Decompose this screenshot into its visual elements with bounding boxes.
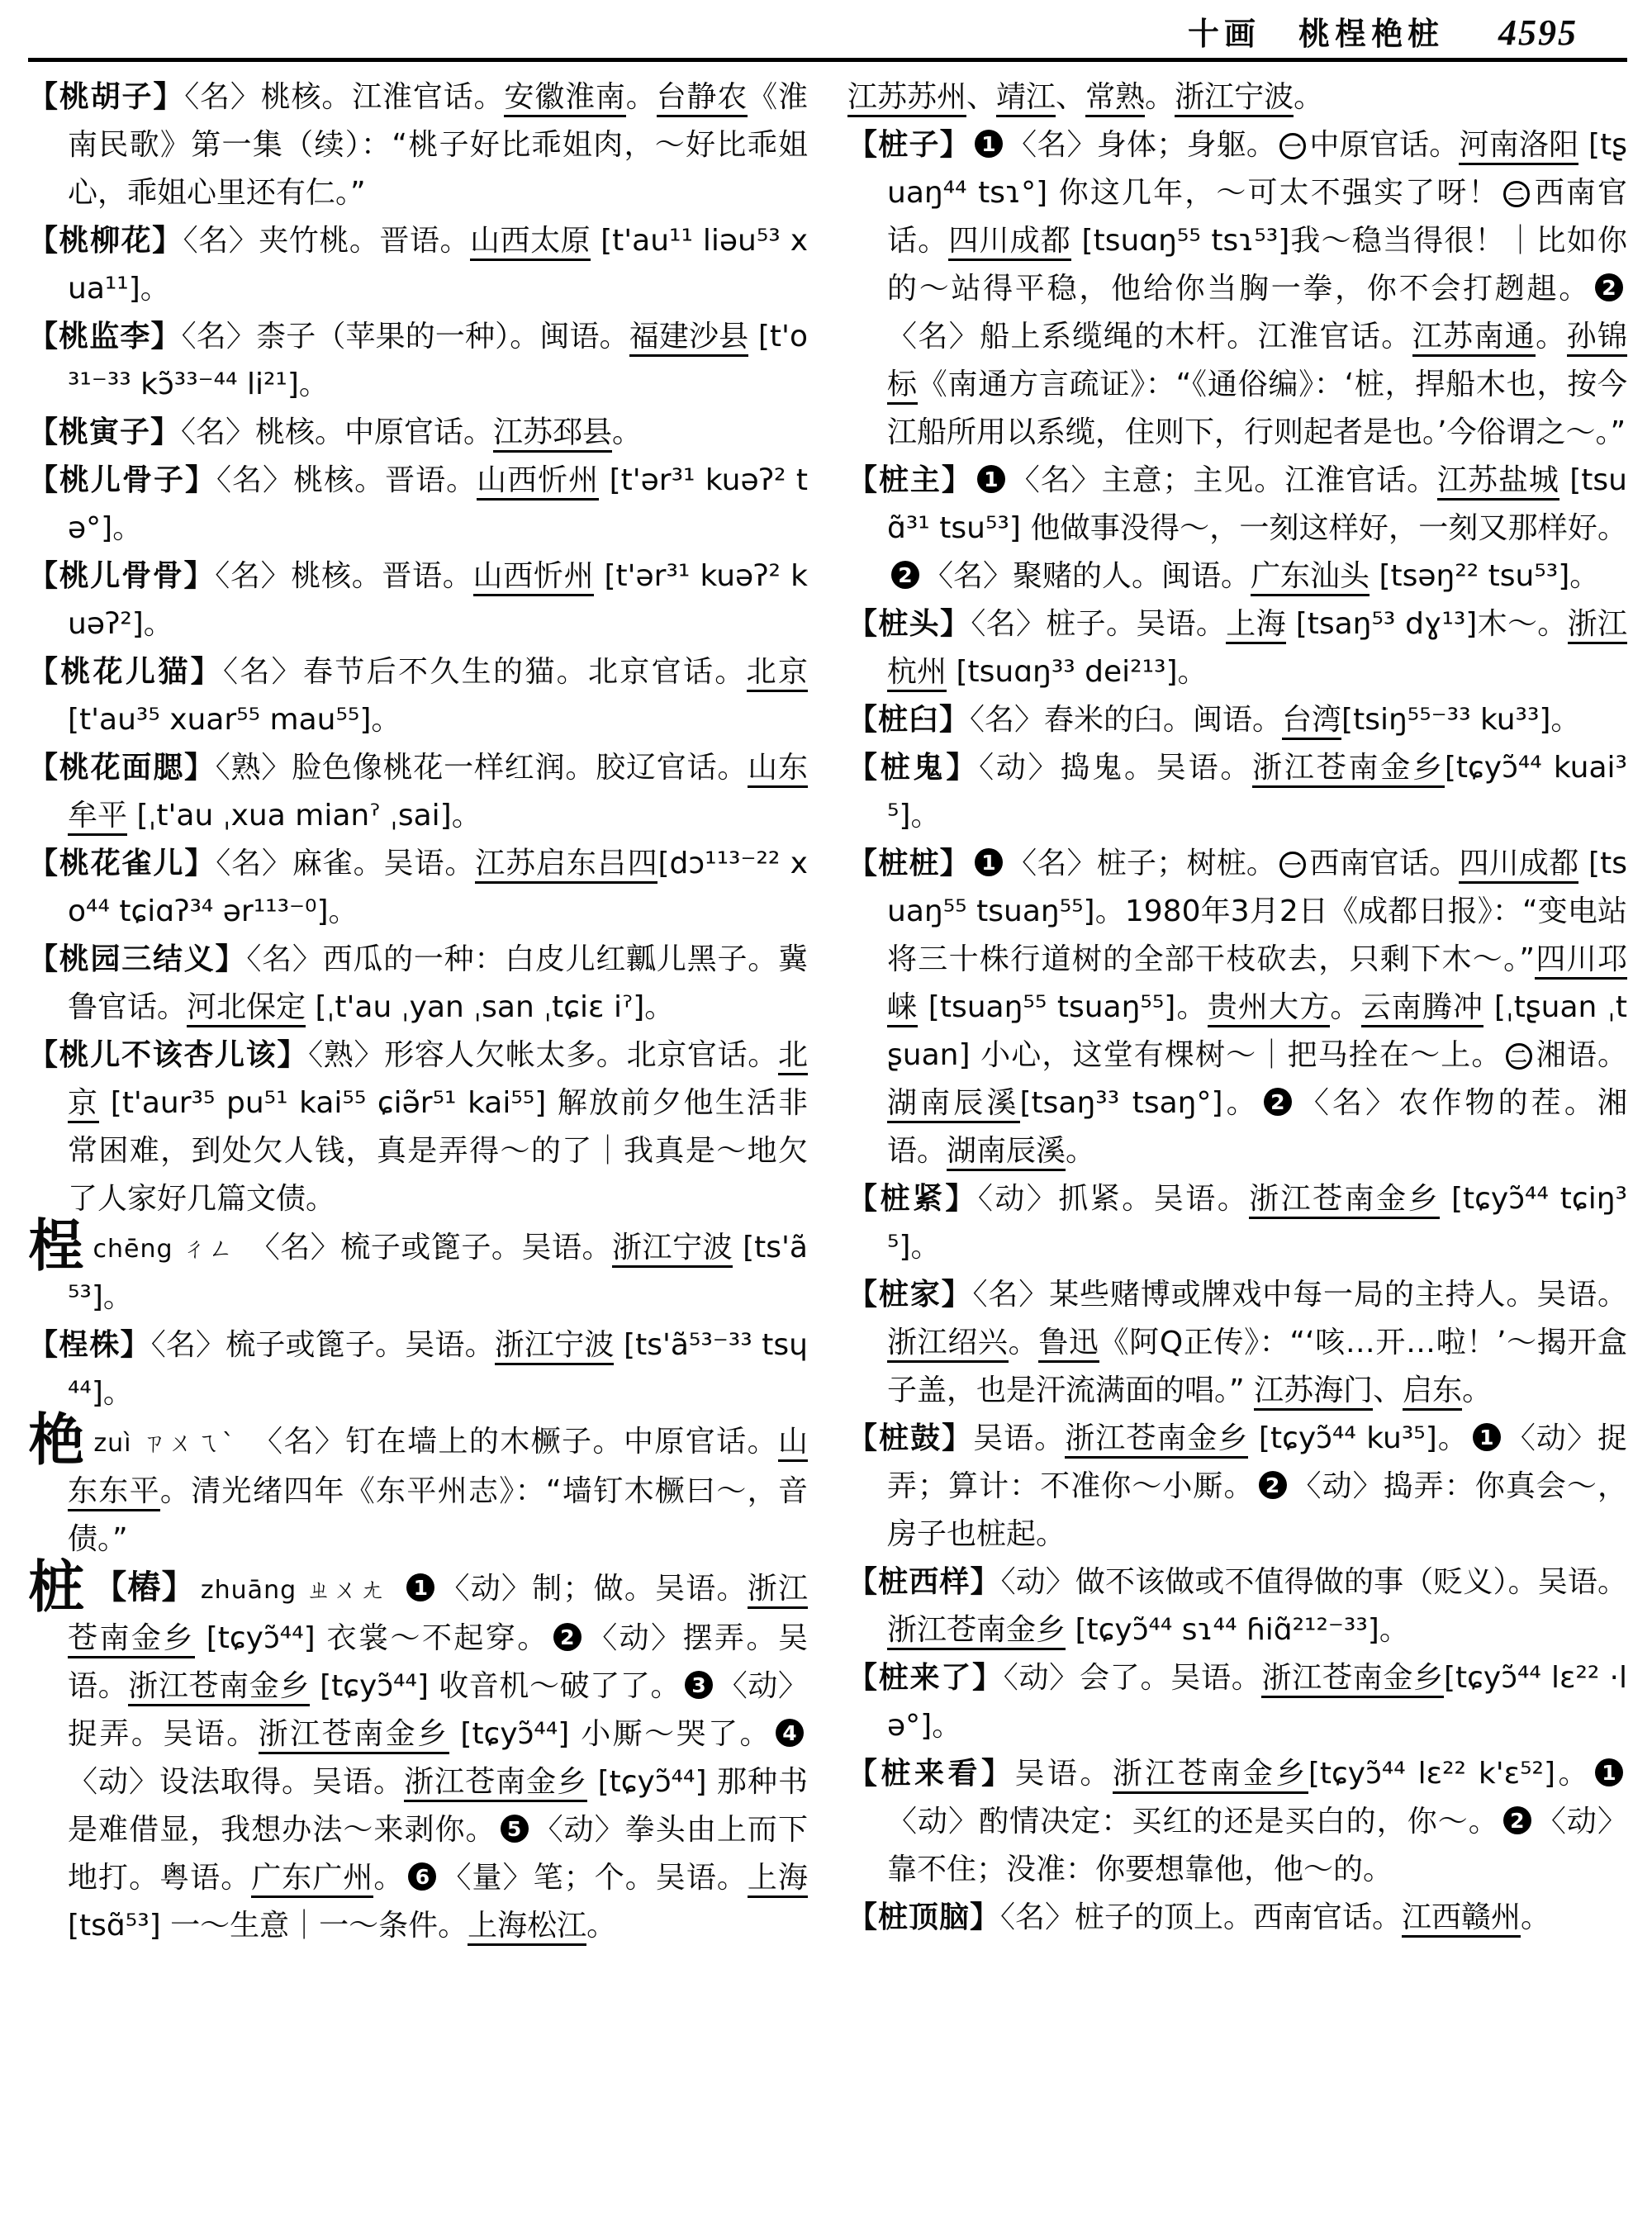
definition-text: [tsuɑŋ⁵⁵ tsɿ⁵³]我～稳当得很！｜比如你的～站得平稳，他给你当胸一拳，你不会打趔趄。: [887, 224, 1627, 306]
dictionary-entry: [28, 409, 808, 457]
place-name: 浙江苍南金乡: [68, 1572, 808, 1658]
definition-text: 〈动〉摆弄。吴语。: [68, 1621, 808, 1703]
sense-number-badge: 1: [975, 130, 1003, 158]
definition-text: 吴语。: [1014, 1757, 1113, 1791]
header-headword-chars: 桃桯栬桩: [1298, 16, 1444, 52]
definition-text: 〈量〉笔；个。吴语。: [440, 1861, 748, 1895]
place-name: 湖南辰溪: [947, 1134, 1066, 1171]
definition-text: [tsuɑŋ³³ dei²¹³]。: [947, 655, 1208, 689]
place-name: 湖南辰溪: [887, 1086, 1020, 1123]
pronunciation: zhuāng ㄓㄨㄤ: [200, 1576, 396, 1605]
place-name: 浙江苍南金乡: [1065, 1421, 1248, 1459]
definition-text: [tsaŋ³³ tsaŋ°]。: [1019, 1086, 1260, 1120]
entry-headword: 【桩来了】: [847, 1661, 1004, 1695]
entry-headword: 【桩主】: [847, 463, 973, 497]
definition-text: 。: [612, 415, 643, 449]
definition-text: 。: [625, 80, 657, 114]
definition-text: [tʂuaŋ⁴⁴ tsɿ°] 你这几年，～可太不强实了呀！: [887, 128, 1627, 210]
dictionary-entry: [847, 1271, 1627, 1415]
definition-text: 〈动〉捣弄：你真会～，房子也桩起。: [887, 1469, 1627, 1551]
place-name: 孙锦标: [887, 320, 1627, 405]
definition-text: [tɕyɔ̃⁴⁴ ku³⁵]。: [1248, 1421, 1469, 1455]
definition-text: 《阿Q正传》：“‘咳…开…啦！’～揭开盒子盖，也是汗流满面的唱。”: [887, 1326, 1627, 1407]
place-name: 北京: [747, 655, 808, 692]
definition-text: 〈动〉捣鬼。吴语。: [979, 751, 1253, 785]
place-name: 山东牟平: [68, 751, 808, 836]
place-name: 贵州大方: [1208, 990, 1331, 1027]
place-name: 安徽淮南: [504, 80, 625, 117]
place-name: 江苏海门: [1254, 1374, 1373, 1411]
place-name: 江苏南通: [1412, 320, 1536, 357]
place-name: 江苏苏州: [847, 80, 966, 117]
place-name: 鲁迅: [1038, 1326, 1099, 1363]
definition-text: 〈名〉桩子；树桩。: [1006, 847, 1277, 880]
definition-text: 〈名〉春节后不久生的猫。北京官话。: [223, 655, 747, 689]
place-name: 靖江: [996, 80, 1056, 117]
dictionary-entry: [847, 74, 1627, 121]
definition-text: [ˌtʂuan ˌtʂuan] 小心，这堂有棵树～｜把马拴在～上。: [887, 990, 1627, 1072]
dictionary-entry: [847, 696, 1627, 744]
definition-text: [tsaŋ⁵³ dɣ¹³]木～。: [1285, 607, 1568, 641]
pronunciation: zuì ㄗㄨㄟˋ: [93, 1429, 247, 1458]
definition-text: 〈名〉身体；身躯。: [1006, 128, 1277, 162]
dictionary-entry: [28, 313, 808, 409]
entry-headchar: 桯: [28, 1214, 85, 1279]
definition-text: 〈名〉某些赌博或牌戏中每一局的主持人。吴语。: [972, 1278, 1627, 1312]
sense-number-badge: 3: [685, 1671, 713, 1699]
entry-headword: 【桃胡子】: [28, 80, 185, 114]
definition-text: [tɕyɔ̃⁴⁴] 收音机～破了了。: [310, 1669, 681, 1703]
sense-number-badge: 2: [1595, 273, 1623, 301]
definition-text: [tɕyɔ̃⁴⁴] 那种书是难借显，我想办法～来剥你。: [68, 1765, 808, 1847]
definition-text: [t'ər³¹ kuəʔ² kuəʔ²]。: [68, 559, 808, 641]
place-name: 福建沙县: [629, 320, 749, 357]
dictionary-entry: [28, 1032, 808, 1223]
entry-headword: 【桩臼】: [847, 703, 971, 737]
definition-text: 。: [1145, 80, 1175, 114]
definition-text: 《淮南民歌》第一集（续）：“桃子好比乖姐肉，～好比乖姐心，乖姐心里还有仁。”: [68, 80, 808, 210]
place-name: 浙江宁波: [612, 1231, 733, 1268]
dictionary-entry: [847, 1559, 1627, 1654]
definition-text: 。: [1330, 990, 1361, 1024]
text-columns: [28, 74, 1627, 1950]
place-name: 浙江苍南金乡: [1249, 1182, 1440, 1219]
headchar-variant: 【樁】: [93, 1568, 196, 1606]
entry-headchar: 栬: [28, 1408, 86, 1473]
definition-text: 〈名〉船上系缆绳的木杆。江淮官话。: [887, 320, 1412, 353]
definition-text: [ts'ã⁵³]。: [68, 1231, 808, 1314]
dictionary-entry: [847, 457, 1627, 600]
definition-text: 〈名〉夹竹桃。晋语。: [183, 224, 470, 258]
header-divider: [28, 58, 1627, 62]
dictionary-entry: [28, 457, 808, 553]
place-name: 北京: [68, 1038, 808, 1123]
place-name: 山西忻州: [473, 559, 595, 596]
place-name: 四川成都: [1459, 847, 1578, 884]
definition-text: 〈名〉桃核。中原官话。: [181, 415, 494, 449]
definition-text: 〈名〉主意；主见。江淮官话。: [1009, 463, 1438, 497]
sense-number-badge: 2: [891, 561, 919, 589]
definition-text: 、: [966, 80, 997, 114]
place-name: 台静农: [657, 80, 748, 117]
sense-number-badge: 2: [553, 1623, 582, 1651]
definition-text: 、: [1373, 1374, 1403, 1407]
entry-headword: 【桩桩】: [847, 847, 971, 880]
entry-headchar: 桩: [28, 1555, 86, 1620]
definition-text: [t'ər³¹ kuəʔ² tə°]。: [68, 463, 808, 545]
entry-headword: 【桩子】: [847, 128, 971, 162]
definition-text: 。: [1008, 1326, 1039, 1359]
entry-headword: 【桯株】: [28, 1328, 151, 1362]
dictionary-entry: [28, 1555, 808, 1950]
place-name: 河北保定: [187, 990, 306, 1027]
place-name: 浙江绍兴: [887, 1326, 1009, 1363]
sense-number-badge: 1: [1473, 1423, 1501, 1451]
sense-number-badge: 4: [776, 1719, 804, 1747]
place-name: 广东汕头: [1251, 559, 1370, 596]
definition-text: 〈名〉桃核。江淮官话。: [184, 80, 505, 114]
entry-headword: 【桃儿不该杏儿该】: [28, 1038, 309, 1072]
dictionary-entry: [847, 1654, 1627, 1750]
entry-headword: 【桩西样】: [847, 1565, 1001, 1599]
sense-number-badge: 2: [1503, 1806, 1531, 1834]
place-name: 江西赣州: [1402, 1900, 1521, 1938]
definition-text: 〈动〉拳头由上而下地打。粤语。: [68, 1813, 808, 1895]
sense-number-badge: 6: [408, 1862, 436, 1891]
page-number: 4595: [1498, 12, 1578, 53]
definition-text: 〈名〉梳子或篦子。吴语。: [150, 1328, 495, 1362]
definition-text: [tɕyɔ̃⁴⁴ lɛ²² k'ɛ⁵²]。: [1308, 1757, 1591, 1791]
definition-text: [tsəŋ²² tsu⁵³]。: [1370, 559, 1600, 593]
dictionary-entry: [847, 1415, 1627, 1559]
definition-text: 〈动〉设法取得。吴语。: [68, 1765, 405, 1799]
right-column: [847, 74, 1627, 1950]
definition-text: 〈名〉农作物的茬。湘语。: [887, 1086, 1627, 1168]
definition-text: 。: [586, 1909, 617, 1943]
place-name: 浙江苍南金乡: [259, 1717, 449, 1754]
definition-text: [tɕyɔ̃⁴⁴ tɕiŋ³⁵]。: [887, 1182, 1627, 1264]
definition-text: 〈名〉桩子的顶上。西南官话。: [1000, 1900, 1403, 1934]
definition-text: [tɕyɔ̃⁴⁴] 小厮～哭了。: [449, 1717, 771, 1751]
place-name: 河南洛阳: [1459, 128, 1578, 165]
definition-text: [ˌt'au ˌyan ˌsan ˌtɕiɛ iˀ]。: [306, 990, 675, 1024]
sense-number-badge: 1: [977, 465, 1005, 493]
definition-text: 〈名〉钉在墙上的木橛子。中原官话。: [253, 1425, 778, 1459]
definition-text: [t'au¹¹ liəu⁵³ xua¹¹]。: [68, 224, 808, 306]
place-name: 浙江宁波: [495, 1328, 615, 1365]
definition-text: 〈名〉桃核。晋语。: [215, 559, 473, 593]
entry-headword: 【桃花雀儿】: [28, 847, 216, 880]
dictionary-entry: [28, 1408, 808, 1563]
definition-text: [tɕyɔ̃⁴⁴ sɿ⁴⁴ ɦiɑ̃²¹²⁻³³]。: [1066, 1613, 1409, 1647]
entry-headword: 【桃花面腮】: [28, 751, 216, 785]
dictionary-entry: [28, 1214, 808, 1321]
subsense-number-badge: 二: [1503, 181, 1530, 207]
place-name: 上海: [748, 1861, 808, 1898]
dictionary-entry: [28, 553, 808, 648]
definition-text: [ts'ã⁵³⁻³³ tsɥ⁴⁴]。: [68, 1328, 808, 1410]
entry-headword: 【桩顶脑】: [847, 1900, 1001, 1934]
definition-text: [tsiŋ⁵⁵⁻³³ ku³³]。: [1341, 703, 1581, 737]
place-name: 上海: [1226, 607, 1286, 644]
dictionary-entry: [847, 1894, 1627, 1942]
dictionary-entry: [28, 840, 808, 936]
place-name: 江苏邳县: [493, 415, 612, 453]
definition-text: 〈名〉西瓜的一种：白皮儿红瓤儿黑子。冀鲁官话。: [68, 942, 808, 1024]
place-name: 常熟: [1085, 80, 1145, 117]
definition-text: 〈动〉靠不住；没准：你要想靠他，他～的。: [887, 1805, 1627, 1886]
place-name: 启东: [1403, 1374, 1462, 1411]
definition-text: [ˌt'au ˌxua mianˀ ˌsai]。: [127, 799, 482, 833]
definition-text: 〈名〉梳子或篦子。吴语。: [249, 1231, 613, 1264]
definition-text: 吴语。: [973, 1421, 1066, 1455]
place-name: 浙江苍南金乡: [1113, 1757, 1308, 1794]
definition-text: 〈名〉柰子（苹果的一种）。闽语。: [181, 320, 629, 353]
definition-text: 〈名〉麻雀。吴语。: [216, 847, 476, 880]
dictionary-entry: [847, 840, 1627, 1175]
definition-text: [tɕyɔ̃⁴⁴ kuai³⁵]。: [887, 751, 1627, 833]
entry-headword: 【桩家】: [847, 1278, 973, 1312]
place-name: 浙江苍南金乡: [128, 1669, 310, 1706]
definition-text: [tsuɑ̃³¹ tsu⁵³] 他做事没得～，一刻这样好，一刻又那样好。: [887, 463, 1627, 545]
entry-headword: 【桃园三结义】: [28, 942, 247, 976]
subsense-number-badge: 一: [1279, 133, 1306, 159]
definition-text: 〈动〉制；做。吴语。: [439, 1572, 748, 1606]
sense-number-badge: 2: [1259, 1471, 1287, 1499]
definition-text: 湘语。: [1535, 1038, 1627, 1072]
dictionary-entry: [847, 1750, 1627, 1894]
dictionary-entry: [847, 121, 1627, 457]
definition-text: [dɔ¹¹³⁻²² xo⁴⁴ tɕiɑʔ³⁴ ər¹¹³⁻⁰]。: [68, 847, 808, 928]
definition-text: 、: [1056, 80, 1086, 114]
entry-headword: 【桃花儿猫】: [28, 655, 223, 689]
entry-headword: 【桩头】: [847, 607, 971, 641]
place-name: 广东广州: [251, 1861, 373, 1898]
definition-text: [tɕyɔ̃⁴⁴] 衣裳～不起穿。: [194, 1621, 549, 1655]
dictionary-entry: [28, 648, 808, 744]
definition-text: 西南官话。: [887, 176, 1627, 258]
definition-text: 。: [1066, 1134, 1096, 1168]
place-name: 山西忻州: [477, 463, 599, 501]
definition-text: 〈动〉做不该做或不值得做的事（贬义）。吴语。: [1000, 1565, 1627, 1599]
entry-headword: 【桩来看】: [847, 1757, 1015, 1791]
subsense-number-badge: 二: [1506, 1043, 1532, 1070]
dictionary-entry: [847, 600, 1627, 696]
place-name: 四川成都: [948, 224, 1071, 261]
sense-number-badge: 2: [1264, 1088, 1292, 1116]
definition-text: [tsuaŋ⁵⁵ tsuaŋ⁵⁵]。1980年3月2日《成都日报》：“变电站将三十株行道树的全部干枝砍去，只剩下木～。”: [887, 847, 1627, 976]
definition-text: 。清光绪四年《东平州志》：“墙钉木橛曰～，音债。”: [68, 1474, 808, 1556]
dictionary-entry: [28, 744, 808, 840]
definition-text: 〈名〉舂米的臼。闽语。: [970, 703, 1283, 737]
stroke-section-label: 十画: [1187, 16, 1260, 52]
dictionary-entry: [847, 744, 1627, 840]
entry-headword: 【桃柳花】: [28, 224, 183, 258]
definition-text: 〈动〉捉弄。吴语。: [68, 1669, 808, 1751]
definition-text: 〈熟〉脸色像桃花一样红润。胶辽官话。: [215, 751, 748, 785]
definition-text: [tsɑ̃⁵³] 一～生意｜一～条件。: [68, 1909, 468, 1943]
definition-text: 〈动〉酌情决定：买红的还是买白的，你～。: [887, 1805, 1499, 1839]
left-column: [28, 74, 808, 1950]
definition-text: 〈熟〉形容人欠帐太多。北京官话。: [308, 1038, 778, 1072]
place-name: 浙江宁波: [1175, 80, 1294, 117]
definition-text: 。: [1294, 80, 1324, 114]
dictionary-entry: [847, 1175, 1627, 1271]
sense-number-badge: 1: [975, 848, 1003, 876]
definition-text: 〈动〉会了。吴语。: [1003, 1661, 1262, 1695]
place-name: 云南腾冲: [1361, 990, 1484, 1027]
definition-text: 《南通方言疏证》：“《通俗编》：‘桩，捍船木也，按今江船所用以系缆，住则下，行则起者是也。’今俗谓之～。”: [887, 368, 1627, 449]
place-name: 浙江苍南金乡: [404, 1765, 587, 1802]
dictionary-entry: [28, 936, 808, 1032]
dictionary-entry: [28, 217, 808, 313]
definition-text: 〈动〉捉弄；算计：不准你～小厮。: [887, 1421, 1627, 1503]
sense-number-badge: 1: [1595, 1758, 1623, 1786]
definition-text: [tsuaŋ⁵⁵ tsuaŋ⁵⁵]。: [918, 990, 1208, 1024]
sense-number-badge: 5: [501, 1815, 529, 1843]
subsense-number-badge: 一: [1279, 852, 1306, 878]
place-name: 浙江苍南金乡: [887, 1613, 1066, 1650]
dictionary-entry: [28, 1321, 808, 1417]
place-name: 浙江苍南金乡: [1261, 1661, 1443, 1698]
place-name: 江苏盐城: [1437, 463, 1559, 501]
definition-text: [t'o³¹⁻³³ kɔ̃³³⁻⁴⁴ li²¹]。: [68, 320, 808, 401]
definition-text: 。: [1521, 1900, 1551, 1934]
place-name: 浙江苍南金乡: [1252, 751, 1445, 788]
definition-text: 。: [373, 1861, 405, 1895]
definition-text: 中原官话。: [1309, 128, 1460, 162]
entry-headword: 【桃监李】: [28, 320, 182, 353]
definition-text: [t'au³⁵ xuar⁵⁵ mau⁵⁵]。: [68, 703, 401, 737]
definition-text: 。: [1536, 320, 1567, 353]
entry-headword: 【桃寅子】: [28, 415, 182, 449]
dictionary-entry: [28, 74, 808, 217]
sense-number-badge: 1: [406, 1573, 434, 1601]
definition-text: [t'aur³⁵ pu⁵¹ kai⁵⁵ ɕiə̃r⁵¹ kai⁵⁵] 解放前夕他生活非常困难，到处欠人钱，真是弄得～的了｜我真是～地欠了人家好几篇文债。: [68, 1086, 808, 1216]
definition-text: 。: [1462, 1374, 1493, 1407]
definition-text: 西南官话。: [1309, 847, 1460, 880]
definition-text: [tɕyɔ̃⁴⁴ lɛ²² ·lə°]。: [887, 1661, 1627, 1743]
definition-text: 〈名〉桩子。吴语。: [971, 607, 1227, 641]
definition-text: 〈动〉抓紧。吴语。: [977, 1182, 1250, 1216]
place-name: 浙江杭州: [887, 607, 1627, 692]
page-header: [28, 8, 1627, 55]
place-name: 台湾: [1282, 703, 1341, 740]
entry-headword: 【桃儿骨骨】: [28, 559, 216, 593]
entry-headword: 【桃儿骨子】: [28, 463, 217, 497]
pronunciation: chēng ㄔㄥ: [93, 1235, 244, 1264]
definition-text: 〈名〉聚赌的人。闽语。: [923, 559, 1251, 593]
place-name: 江苏启东吕四: [475, 847, 657, 884]
place-name: 山西太原: [470, 224, 591, 261]
definition-text: 〈名〉桃核。晋语。: [216, 463, 477, 497]
place-name: 山东东平: [68, 1425, 808, 1511]
place-name: 四川邛崃: [887, 942, 1627, 1027]
entry-headword: 【桩紧】: [847, 1182, 978, 1216]
entry-headword: 【桩鼓】: [847, 1421, 974, 1455]
entry-headword: 【桩鬼】: [847, 751, 980, 785]
place-name: 上海松江: [468, 1909, 586, 1946]
